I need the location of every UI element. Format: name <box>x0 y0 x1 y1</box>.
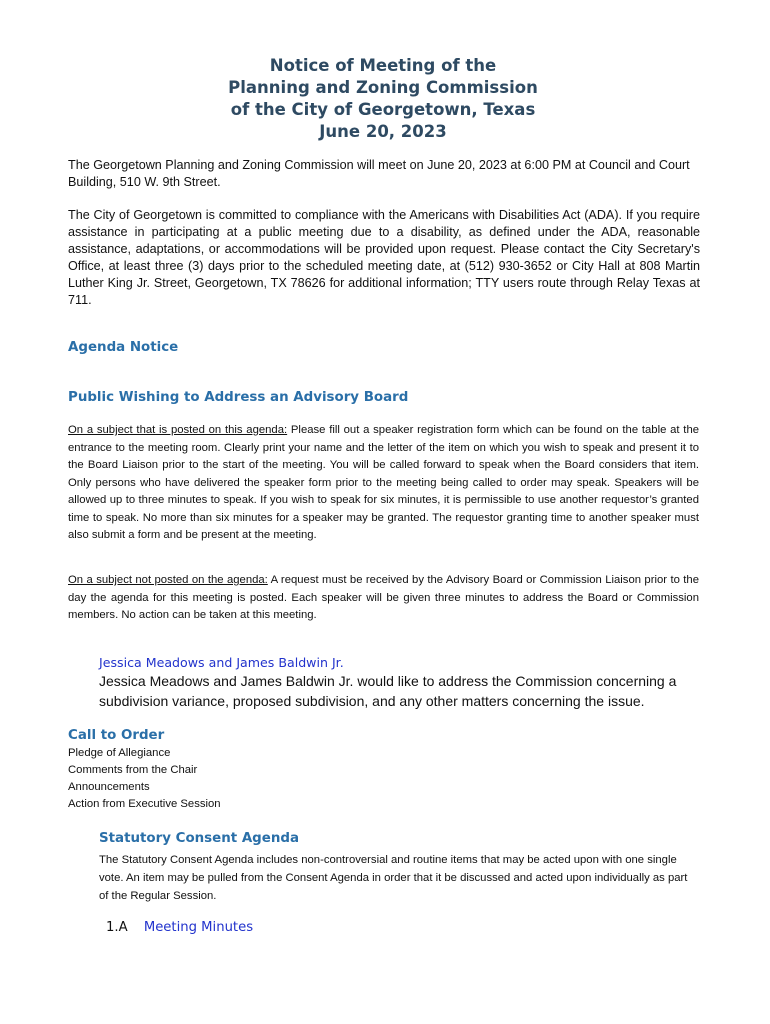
posted-subject-label: On a subject that is posted on this agenda: <box>68 424 288 436</box>
public-item-description: Jessica Meadows and James Baldwin Jr. would like to address the Commission concerning a subdivision variance, proposed subdivision, and any other matters concerning the issue. <box>99 673 677 709</box>
meeting-minutes-link[interactable]: Meeting Minutes <box>143 920 254 935</box>
not-posted-subject-label: On a subject not posted on the agenda: <box>68 574 268 586</box>
title-line: Notice of Meeting of the <box>269 56 497 75</box>
meeting-date: June 20, 2023 <box>319 122 447 141</box>
not-posted-subject-text: A request must be received by the Advisory Board or Commission Liaison prior to the day the agenda for this meeting is posted. Each speaker will be given three minutes to address the Board or Commission members. No action can be taken at this meeting. <box>68 574 699 621</box>
consent-item-number: 1.A <box>106 920 128 935</box>
not-posted-subject-paragraph <box>68 572 699 625</box>
public-item-link[interactable]: Jessica Meadows and James Baldwin Jr. <box>99 655 344 670</box>
meeting-location-paragraph: The Georgetown Planning and Zoning Commission will meet on June 20, 2023 at 6:00 PM at Council and Court Building, 510 W. 9th Street. <box>68 158 690 189</box>
title-line: of the City of Georgetown, Texas <box>230 100 536 119</box>
page-title <box>0 55 766 143</box>
posted-subject-text: Please fill out a speaker registration form which can be found on the table at the entrance to the meeting room. Clearly print your name and the letter of the item on which you wish to speak and present it to the Board Liaison prior to the start of the meeting. You will be called forward to speak when the Board considers that item. Only persons who have delivered the speaker form prior to the meeting being called to order may speak. Speakers will be allowed up to three minutes to speak. If you wish to speak for six minutes, it is permissible to use another requestor’s granted time to speak. No more than six minutes for a speaker may be granted. The requestor granting time to another speaker must also submit a form and be present at the meeting. <box>68 424 700 541</box>
public-address-heading: Public Wishing to Address an Advisory Board <box>68 390 409 405</box>
posted-subject-paragraph <box>68 422 699 545</box>
list-item: Comments from the Chair <box>68 764 198 776</box>
consent-item <box>106 920 253 935</box>
ada-paragraph: The City of Georgetown is committed to compliance with the Americans with Disabilities Act (ADA). If you require assistance in participating at a public meeting due to a disability, as defined under the ADA, reasonable assistance, adaptations, or accommodations will be provided upon request. Please contact the City Secretary's Office, at least three (3) days prior to the scheduled meeting date, at (512) 930-3652 or City Hall at 808 Martin Luther King Jr. Street, Georgetown, TX 78626 for additional information; TTY users route through Relay Texas at 711. <box>68 208 700 307</box>
call-to-order-list <box>68 745 221 813</box>
consent-agenda-heading: Statutory Consent Agenda <box>99 831 300 846</box>
title-line: Planning and Zoning Commission <box>228 78 538 97</box>
list-item: Action from Executive Session <box>68 798 221 810</box>
agenda-notice-heading: Agenda Notice <box>68 340 179 355</box>
consent-agenda-description: The Statutory Consent Agenda includes non-controversial and routine items that may be acted upon with one single vote. An item may be pulled from the Consent Agenda in order that it be discussed and acted upon individually as part of the Regular Session. <box>99 854 688 902</box>
list-item: Announcements <box>68 781 150 793</box>
list-item: Pledge of Allegiance <box>68 747 171 759</box>
call-to-order-heading: Call to Order <box>68 728 165 743</box>
